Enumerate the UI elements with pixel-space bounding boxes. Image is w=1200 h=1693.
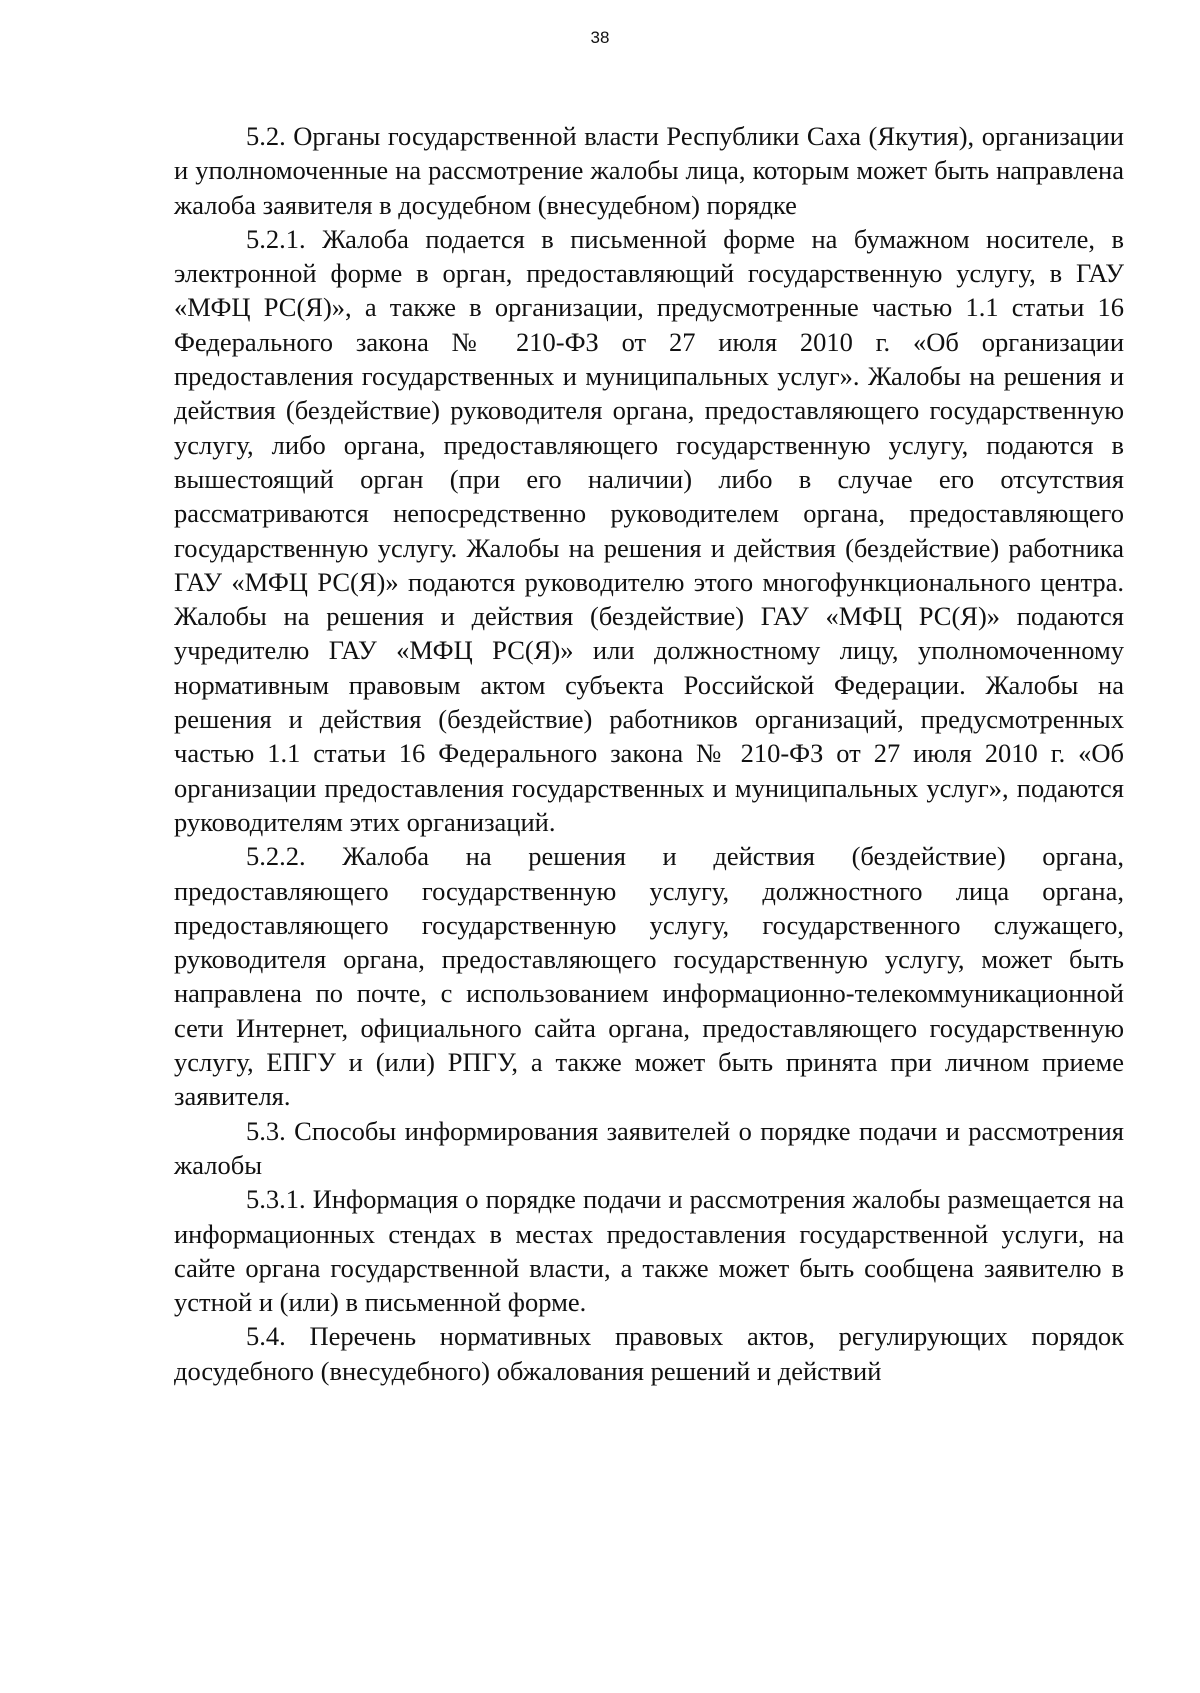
document-body	[174, 119, 1124, 1388]
paragraph-5-4-heading: 5.4. Перечень нормативных правовых актов, регулирующих порядок досудебного (внесудебного) обжалования решений и действий	[174, 1321, 1124, 1386]
paragraph-5-2-1: 5.2.1. Жалоба подается в письменной форме на бумажном носителе, в электронной форме в орган, предоставляющий государственную услугу, в ГАУ «МФЦ РС(Я)», а также в организации, предусмотренные частью 1.1 статьи 16 Федерального закона № 210-ФЗ от 27 июля 2010 г. «Об организации предоставления государственных и муниципальных услуг». Жалобы на решения и действия (бездействие) руководителя органа, предоставляющего государственную услугу, либо органа, предоставляющего государственную услугу, подаются в вышестоящий орган (при его наличии) либо в случае его отсутствия рассматриваются непосредственно руководителем органа, предоставляющего государственную услугу. Жалобы на решения и действия (бездействие) работника ГАУ «МФЦ РС(Я)» подаются руководителю этого многофункционального центра. Жалобы на решения и действия (бездействие) ГАУ «МФЦ РС(Я)» подаются учредителю ГАУ «МФЦ РС(Я)» или должностному лицу, уполномоченному нормативным правовым актом субъекта Российской Федерации. Жалобы на решения и действия (бездействие) работников организаций, предусмотренных частью 1.1 статьи 16 Федерального закона № 210-ФЗ от 27 июля 2010 г. «Об организации предоставления государственных и муниципальных услуг», подаются руководителям этих организаций.	[174, 223, 1124, 837]
paragraph-5-3-heading: 5.3. Способы информирования заявителей о порядке подачи и рассмотрения жалобы	[174, 1115, 1124, 1180]
paragraph-5-2-heading: 5.2. Органы государственной власти Республики Саха (Якутия), организации и уполномоченные на рассмотрение жалобы лица, которым может быть направлена жалоба заявителя в досудебном (внесудебном) порядке	[174, 121, 1124, 220]
page-number: 38	[590, 28, 610, 47]
paragraph-5-3-1: 5.3.1. Информация о порядке подачи и рассмотрения жалобы размещается на информационных стендах в местах предоставления государственной услуги, на сайте органа государственной власти, а также может быть сообщена заявителю в устной и (или) в письменной форме.	[174, 1184, 1124, 1318]
paragraph-5-2-2: 5.2.2. Жалоба на решения и действия (бездействие) органа, предоставляющего государственную услугу, должностного лица органа, предоставляющего государственную услугу, государственного служащего, руководителя органа, предоставляющего государственную услугу, может быть направлена по почте, с использованием информационно-телекоммуникационной сети Интернет, официального сайта органа, предоставляющего государственную услугу, ЕПГУ и (или) РПГУ, а также может быть принята при личном приеме заявителя.	[174, 841, 1124, 1112]
